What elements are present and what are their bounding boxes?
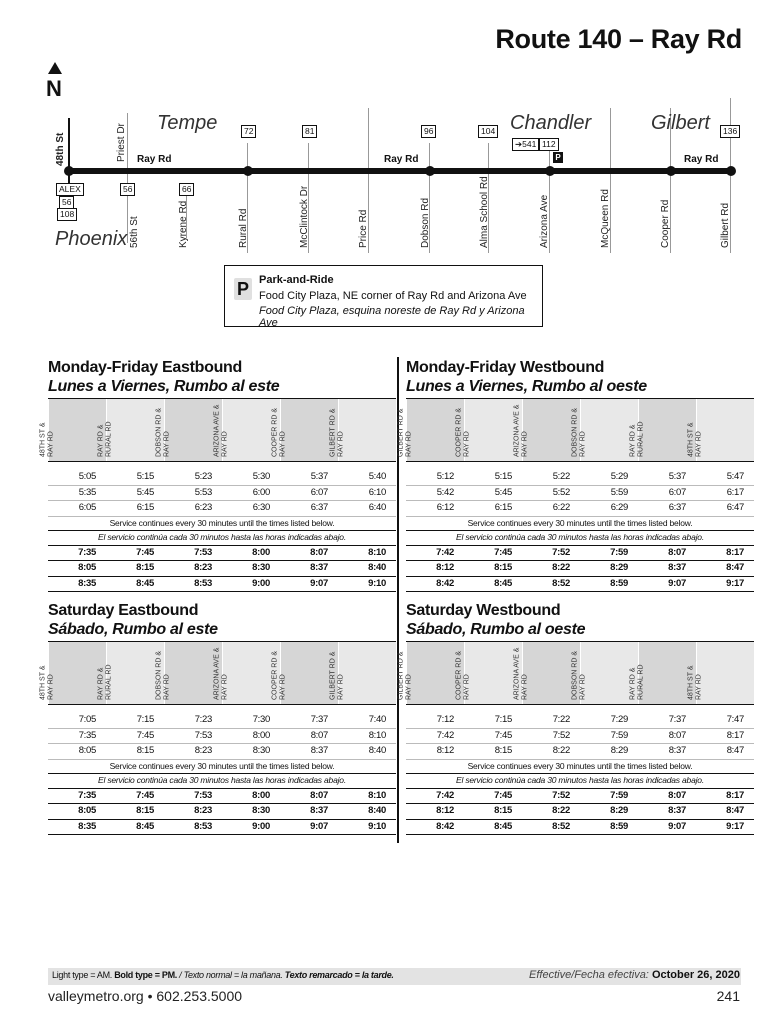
time-cell: 6:07 bbox=[668, 486, 686, 498]
time-cell: 8:22 bbox=[552, 745, 570, 756]
route-box: 96 bbox=[421, 125, 436, 138]
column-header-label: GILBERT RD & RAY RD bbox=[397, 408, 413, 457]
city-gilbert: Gilbert bbox=[651, 112, 710, 134]
time-cell: 9:10 bbox=[368, 820, 386, 832]
city-tempe: Tempe bbox=[157, 112, 218, 134]
table-row bbox=[406, 470, 754, 486]
table-row bbox=[48, 546, 396, 562]
city-chandler: Chandler bbox=[510, 112, 592, 134]
time-cell: 7:45 bbox=[494, 546, 512, 558]
time-cell: 7:59 bbox=[610, 789, 628, 801]
time-cell: 7:35 bbox=[78, 546, 96, 558]
time-cell: 7:45 bbox=[494, 729, 512, 741]
time-cell: 6:37 bbox=[668, 502, 686, 513]
city-phoenix: Phoenix bbox=[55, 228, 128, 250]
table-row bbox=[48, 820, 396, 836]
table-title: Saturday Eastbound bbox=[48, 602, 199, 619]
time-cell: 8:15 bbox=[136, 805, 154, 816]
legend-bold: Bold type = PM. bbox=[114, 970, 177, 980]
time-cell: 5:37 bbox=[310, 471, 328, 482]
stop-dot bbox=[726, 166, 736, 176]
time-cell: 8:30 bbox=[252, 745, 270, 756]
table-row bbox=[48, 501, 396, 517]
legend-light-es: / Texto normal = la mañana. bbox=[179, 970, 283, 980]
table-row bbox=[406, 713, 754, 729]
time-cell: 8:45 bbox=[494, 577, 512, 589]
time-cell: 7:40 bbox=[368, 714, 386, 725]
route-box: 72 bbox=[241, 125, 256, 138]
table-row bbox=[48, 729, 396, 745]
time-cell: 5:53 bbox=[194, 486, 212, 498]
street-priest-dr: Priest Dr bbox=[116, 123, 127, 162]
time-cell: 8:37 bbox=[668, 805, 686, 816]
time-cell: 8:59 bbox=[610, 577, 628, 589]
table-row bbox=[406, 729, 754, 745]
time-cell: 6:29 bbox=[610, 502, 628, 513]
time-cell: 5:12 bbox=[436, 471, 454, 482]
service-note-en: Service continues every 30 minutes until the times listed below. bbox=[406, 760, 754, 775]
table-row bbox=[406, 501, 754, 517]
column-header-label: GILBERT RD & RAY RD bbox=[329, 651, 345, 700]
time-cell: 8:12 bbox=[436, 562, 454, 573]
time-cell: 6:22 bbox=[552, 502, 570, 513]
park-ride-heading: Park-and-Ride bbox=[259, 274, 334, 286]
time-cell: 8:05 bbox=[78, 562, 96, 573]
column-header-label: 48TH ST & RAY RD bbox=[687, 665, 703, 700]
time-cell: 8:10 bbox=[368, 729, 386, 741]
table-title: Saturday Westbound bbox=[406, 602, 561, 619]
time-cell: 8:45 bbox=[494, 820, 512, 832]
service-note-es: El servicio continúa cada 30 minutos hasta las horas indicadas abajo. bbox=[48, 774, 396, 789]
park-ride-icon: P bbox=[234, 278, 252, 300]
park-ride-icon: P bbox=[553, 152, 563, 163]
column-header-label: ARIZONA AVE & RAY RD bbox=[513, 404, 529, 457]
time-cell: 6:05 bbox=[78, 502, 96, 513]
street-alma-school-rd: Alma School Rd bbox=[479, 176, 490, 248]
time-cell: 8:07 bbox=[668, 729, 686, 741]
time-cell: 5:45 bbox=[136, 486, 154, 498]
table-row bbox=[406, 486, 754, 502]
time-cell: 8:52 bbox=[552, 577, 570, 589]
route-box: 56 bbox=[59, 196, 74, 209]
column-header-label: GILBERT RD & RAY RD bbox=[329, 408, 345, 457]
column-header bbox=[329, 642, 396, 704]
column-header-label: RAY RD & RURAL RD bbox=[629, 664, 645, 700]
time-cell: 6:40 bbox=[368, 502, 386, 513]
stop-dot bbox=[425, 166, 435, 176]
time-cell: 5:37 bbox=[668, 471, 686, 482]
time-cell: 5:42 bbox=[436, 486, 454, 498]
time-cell: 5:15 bbox=[136, 471, 154, 482]
time-cell: 8:29 bbox=[610, 562, 628, 573]
time-cell: 8:15 bbox=[494, 745, 512, 756]
park-ride-box bbox=[224, 265, 543, 327]
street-mcqueen-rd: McQueen Rd bbox=[600, 189, 611, 248]
column-header-label: DOBSON RD & RAY RD bbox=[155, 650, 171, 700]
time-cell: 6:10 bbox=[368, 486, 386, 498]
time-cell: 5:23 bbox=[194, 471, 212, 482]
table-row bbox=[48, 789, 396, 805]
column-header-label: RAY RD & RURAL RD bbox=[97, 421, 113, 457]
time-cell: 8:12 bbox=[436, 745, 454, 756]
table-subtitle: Sábado, Rumbo al oeste bbox=[406, 621, 586, 638]
time-cell: 7:05 bbox=[78, 714, 96, 725]
table-row bbox=[406, 546, 754, 562]
time-cell: 7:52 bbox=[552, 729, 570, 741]
stop-dot bbox=[64, 166, 74, 176]
time-cell: 6:30 bbox=[252, 502, 270, 513]
route-map bbox=[40, 58, 760, 258]
street-gilbert-rd: Gilbert Rd bbox=[720, 202, 731, 248]
column-header-label: GILBERT RD & RAY RD bbox=[397, 651, 413, 700]
time-cell: 8:07 bbox=[310, 789, 328, 801]
time-cell: 9:07 bbox=[668, 577, 686, 589]
time-cell: 5:59 bbox=[610, 486, 628, 498]
page-number: 241 bbox=[716, 988, 740, 1004]
time-cell: 8:15 bbox=[136, 745, 154, 756]
table-header bbox=[397, 641, 754, 705]
street-dobson-rd: Dobson Rd bbox=[420, 197, 431, 248]
table-saturday-eastbound bbox=[39, 601, 396, 835]
time-cell: 8:53 bbox=[194, 820, 212, 832]
column-header bbox=[687, 642, 754, 704]
time-cell: 7:15 bbox=[494, 714, 512, 725]
route-box: 81 bbox=[302, 125, 317, 138]
time-cell: 8:17 bbox=[726, 729, 744, 741]
time-cell: 7:29 bbox=[610, 714, 628, 725]
time-cell: 6:37 bbox=[310, 502, 328, 513]
time-cell: 7:22 bbox=[552, 714, 570, 725]
route-box: 104 bbox=[478, 125, 498, 138]
road-48th-st bbox=[68, 118, 70, 188]
effective-date bbox=[529, 969, 740, 981]
time-cell: 9:07 bbox=[310, 820, 328, 832]
column-header-label: COOPER RD & RAY RD bbox=[271, 650, 287, 700]
time-cell: 8:30 bbox=[252, 562, 270, 573]
column-header-label: ARIZONA AVE & RAY RD bbox=[213, 404, 229, 457]
time-cell: 6:15 bbox=[494, 502, 512, 513]
column-header-label: COOPER RD & RAY RD bbox=[455, 407, 471, 457]
time-cell: 7:53 bbox=[194, 789, 212, 801]
time-cell: 6:15 bbox=[136, 502, 154, 513]
table-row bbox=[406, 804, 754, 820]
time-cell: 9:07 bbox=[310, 577, 328, 589]
route-box: 66 bbox=[179, 183, 194, 196]
park-ride-location-es: Food City Plaza, esquina noreste de Ray Rd y Arizona Ave bbox=[259, 305, 525, 329]
column-header-label: ARIZONA AVE & RAY RD bbox=[213, 647, 229, 700]
time-cell: 7:45 bbox=[494, 789, 512, 801]
time-cell: 8:53 bbox=[194, 577, 212, 589]
time-cell: 8:47 bbox=[726, 562, 744, 573]
table-weekday-westbound bbox=[397, 358, 754, 592]
time-cell: 7:37 bbox=[310, 714, 328, 725]
time-cell: 8:22 bbox=[552, 805, 570, 816]
service-note-es: El servicio continúa cada 30 minutos hasta las horas indicadas abajo. bbox=[406, 774, 754, 789]
time-cell: 8:17 bbox=[726, 789, 744, 801]
time-cell: 7:59 bbox=[610, 729, 628, 741]
time-cell: 9:00 bbox=[252, 577, 270, 589]
table-title: Monday-Friday Westbound bbox=[406, 359, 605, 376]
effective-date-value: October 26, 2020 bbox=[651, 969, 740, 981]
service-note-es: El servicio continúa cada 30 minutos hasta las horas indicadas abajo. bbox=[48, 531, 396, 546]
time-cell: 7:23 bbox=[194, 714, 212, 725]
time-cell: 8:05 bbox=[78, 805, 96, 816]
time-cell: 8:15 bbox=[136, 562, 154, 573]
time-cell: 8:37 bbox=[310, 805, 328, 816]
time-cell: 8:37 bbox=[310, 745, 328, 756]
time-cell: 9:17 bbox=[726, 820, 744, 832]
north-label: N bbox=[46, 76, 62, 101]
time-cell: 9:10 bbox=[368, 577, 386, 589]
route-box: 56 bbox=[120, 183, 135, 196]
time-cell: 8:29 bbox=[610, 745, 628, 756]
type-legend bbox=[52, 970, 394, 980]
table-row bbox=[48, 577, 396, 593]
table-header bbox=[39, 641, 396, 705]
route-line bbox=[68, 168, 732, 174]
street-rural-rd: Rural Rd bbox=[238, 208, 249, 248]
time-cell: 8:07 bbox=[668, 789, 686, 801]
table-row bbox=[48, 486, 396, 502]
time-cell: 8:15 bbox=[494, 805, 512, 816]
route-box: 136 bbox=[720, 125, 740, 138]
time-cell: 8:42 bbox=[436, 820, 454, 832]
time-cell: 5:52 bbox=[552, 486, 570, 498]
street-mcclintock-dr: McClintock Dr bbox=[299, 185, 310, 248]
table-row bbox=[406, 744, 754, 760]
column-header-label: RAY RD & RURAL RD bbox=[629, 421, 645, 457]
street-price-rd: Price Rd bbox=[358, 209, 369, 248]
time-cell: 7:47 bbox=[726, 714, 744, 725]
table-row bbox=[406, 577, 754, 593]
ray-rd-label: Ray Rd bbox=[384, 154, 419, 165]
time-cell: 5:30 bbox=[252, 471, 270, 482]
route-box: ➔541 bbox=[512, 138, 539, 151]
time-cell: 8:07 bbox=[310, 546, 328, 558]
column-header-label: ARIZONA AVE & RAY RD bbox=[513, 647, 529, 700]
time-cell: 8:45 bbox=[136, 577, 154, 589]
legend-bold-es: Texto remarcado = la tarde. bbox=[284, 970, 394, 980]
time-cell: 8:35 bbox=[78, 820, 96, 832]
ray-rd-label: Ray Rd bbox=[684, 154, 719, 165]
time-cell: 6:23 bbox=[194, 502, 212, 513]
time-cell: 8:35 bbox=[78, 577, 96, 589]
time-cell: 8:12 bbox=[436, 805, 454, 816]
time-cell: 8:17 bbox=[726, 546, 744, 558]
time-cell: 8:05 bbox=[78, 745, 96, 756]
table-row bbox=[406, 789, 754, 805]
street-48th-st: 48th St bbox=[55, 132, 66, 166]
time-cell: 5:35 bbox=[78, 486, 96, 498]
time-cell: 7:45 bbox=[136, 546, 154, 558]
time-cell: 5:05 bbox=[78, 471, 96, 482]
time-cell: 5:45 bbox=[494, 486, 512, 498]
time-cell: 5:47 bbox=[726, 471, 744, 482]
page-title: Route 140 – Ray Rd bbox=[495, 24, 742, 54]
time-cell: 8:23 bbox=[194, 745, 212, 756]
time-cell: 8:07 bbox=[668, 546, 686, 558]
column-header bbox=[329, 399, 396, 461]
time-cell: 7:59 bbox=[610, 546, 628, 558]
time-cell: 9:17 bbox=[726, 577, 744, 589]
route-box: 108 bbox=[57, 208, 77, 221]
road-priest bbox=[127, 113, 128, 243]
column-header-label: RAY RD & RURAL RD bbox=[97, 664, 113, 700]
table-subtitle: Lunes a Viernes, Rumbo al este bbox=[48, 378, 280, 395]
time-cell: 7:15 bbox=[136, 714, 154, 725]
time-cell: 8:45 bbox=[136, 820, 154, 832]
time-cell: 8:47 bbox=[726, 745, 744, 756]
column-header-label: 48TH ST & RAY RD bbox=[687, 422, 703, 457]
table-subtitle: Lunes a Viernes, Rumbo al oeste bbox=[406, 378, 647, 395]
north-arrow-icon bbox=[48, 62, 62, 74]
table-subtitle: Sábado, Rumbo al este bbox=[48, 621, 218, 638]
time-cell: 6:17 bbox=[726, 486, 744, 498]
time-cell: 8:37 bbox=[668, 745, 686, 756]
column-header-label: COOPER RD & RAY RD bbox=[271, 407, 287, 457]
time-cell: 7:52 bbox=[552, 789, 570, 801]
time-cell: 8:00 bbox=[252, 729, 270, 741]
time-cell: 7:45 bbox=[136, 789, 154, 801]
column-header-label: COOPER RD & RAY RD bbox=[455, 650, 471, 700]
column-header-label: DOBSON RD & RAY RD bbox=[155, 407, 171, 457]
time-cell: 8:07 bbox=[310, 729, 328, 741]
time-cell: 7:42 bbox=[436, 546, 454, 558]
time-cell: 7:42 bbox=[436, 789, 454, 801]
time-cell: 8:52 bbox=[552, 820, 570, 832]
column-header-label: DOBSON RD & RAY RD bbox=[571, 650, 587, 700]
time-cell: 6:07 bbox=[310, 486, 328, 498]
time-cell: 7:35 bbox=[78, 789, 96, 801]
stop-dot bbox=[545, 166, 555, 176]
time-cell: 7:30 bbox=[252, 714, 270, 725]
street-56th-st: 56th St bbox=[129, 216, 140, 248]
time-cell: 8:15 bbox=[494, 562, 512, 573]
time-cell: 5:22 bbox=[552, 471, 570, 482]
time-cell: 6:47 bbox=[726, 502, 744, 513]
time-cell: 8:37 bbox=[310, 562, 328, 573]
park-ride-location-en: Food City Plaza, NE corner of Ray Rd and Arizona Ave bbox=[259, 290, 527, 302]
table-row bbox=[48, 470, 396, 486]
table-header bbox=[39, 398, 396, 462]
column-header-label: 48TH ST & RAY RD bbox=[39, 665, 55, 700]
time-cell: 8:22 bbox=[552, 562, 570, 573]
table-row bbox=[406, 561, 754, 577]
table-title: Monday-Friday Eastbound bbox=[48, 359, 242, 376]
service-note-en: Service continues every 30 minutes until the times listed below. bbox=[48, 517, 396, 532]
stop-dot bbox=[243, 166, 253, 176]
street-arizona-ave: Arizona Ave bbox=[539, 194, 550, 248]
time-cell: 6:00 bbox=[252, 486, 270, 498]
column-header-label: 48TH ST & RAY RD bbox=[39, 422, 55, 457]
site-contact[interactable]: valleymetro.org • 602.253.5000 bbox=[48, 988, 243, 1004]
stop-dot bbox=[666, 166, 676, 176]
table-row bbox=[406, 820, 754, 836]
time-cell: 9:07 bbox=[668, 820, 686, 832]
time-cell: 8:30 bbox=[252, 805, 270, 816]
column-header-label: DOBSON RD & RAY RD bbox=[571, 407, 587, 457]
table-row bbox=[48, 713, 396, 729]
time-cell: 5:29 bbox=[610, 471, 628, 482]
time-cell: 8:00 bbox=[252, 789, 270, 801]
time-cell: 7:42 bbox=[436, 729, 454, 741]
table-row bbox=[48, 561, 396, 577]
time-cell: 8:59 bbox=[610, 820, 628, 832]
time-cell: 7:45 bbox=[136, 729, 154, 741]
service-note-en: Service continues every 30 minutes until the times listed below. bbox=[406, 517, 754, 532]
time-cell: 8:37 bbox=[668, 562, 686, 573]
route-box: 112 bbox=[539, 138, 559, 151]
time-cell: 7:35 bbox=[78, 729, 96, 741]
time-cell: 7:53 bbox=[194, 546, 212, 558]
table-header bbox=[397, 398, 754, 462]
time-cell: 8:29 bbox=[610, 805, 628, 816]
time-cell: 8:40 bbox=[368, 562, 386, 573]
time-cell: 6:12 bbox=[436, 502, 454, 513]
service-note-en: Service continues every 30 minutes until the times listed below. bbox=[48, 760, 396, 775]
time-cell: 8:40 bbox=[368, 745, 386, 756]
column-header bbox=[687, 399, 754, 461]
legend-light: Light type = AM. bbox=[52, 970, 112, 980]
time-cell: 8:40 bbox=[368, 805, 386, 816]
table-row bbox=[48, 744, 396, 760]
ray-rd-label: Ray Rd bbox=[137, 154, 172, 165]
time-cell: 8:10 bbox=[368, 789, 386, 801]
time-cell: 5:40 bbox=[368, 471, 386, 482]
street-cooper-rd: Cooper Rd bbox=[660, 199, 671, 248]
time-cell: 8:00 bbox=[252, 546, 270, 558]
time-cell: 8:42 bbox=[436, 577, 454, 589]
time-cell: 5:15 bbox=[494, 471, 512, 482]
time-cell: 8:10 bbox=[368, 546, 386, 558]
time-cell: 7:12 bbox=[436, 714, 454, 725]
time-cell: 8:23 bbox=[194, 805, 212, 816]
time-cell: 9:00 bbox=[252, 820, 270, 832]
time-cell: 7:53 bbox=[194, 729, 212, 741]
table-row bbox=[48, 804, 396, 820]
table-weekday-eastbound bbox=[39, 358, 396, 592]
time-cell: 8:47 bbox=[726, 805, 744, 816]
time-cell: 8:23 bbox=[194, 562, 212, 573]
time-cell: 7:37 bbox=[668, 714, 686, 725]
route-box: ALEX bbox=[56, 183, 84, 196]
time-cell: 7:52 bbox=[552, 546, 570, 558]
street-kyrene-rd: Kyrene Rd bbox=[178, 200, 189, 248]
table-saturday-westbound bbox=[397, 601, 754, 835]
service-note-es: El servicio continúa cada 30 minutos hasta las horas indicadas abajo. bbox=[406, 531, 754, 546]
effective-label: Effective/Fecha efectiva: bbox=[529, 969, 649, 981]
